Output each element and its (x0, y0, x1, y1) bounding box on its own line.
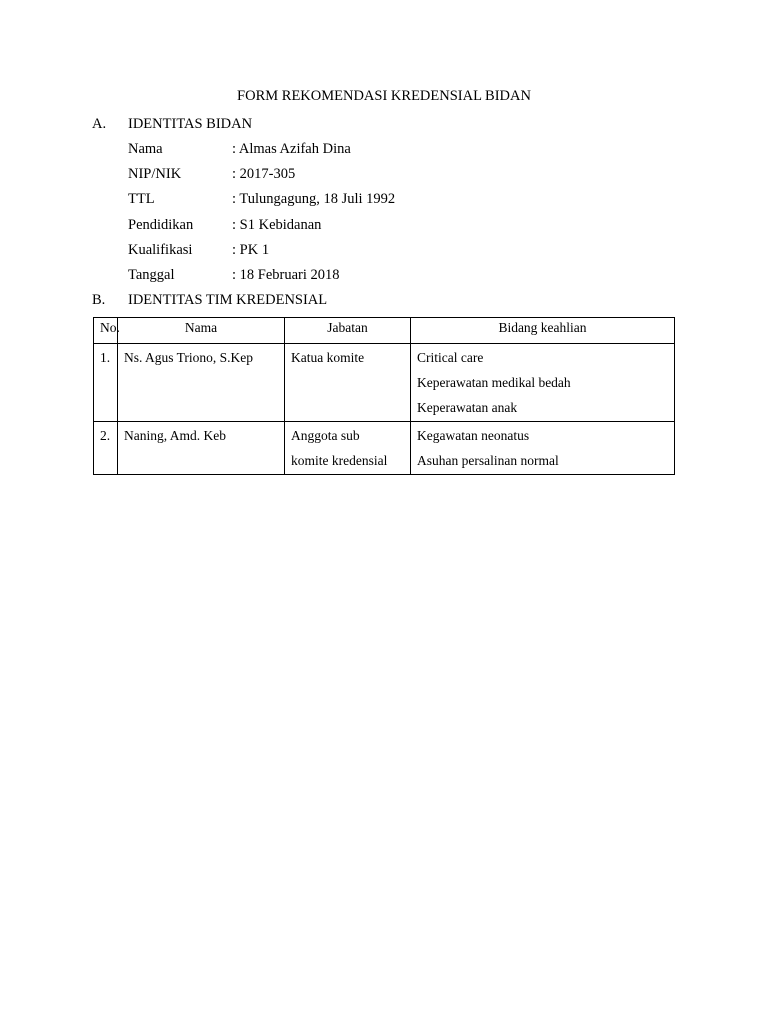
field-label: Tanggal (128, 266, 175, 283)
cell-bidang-keahlian (411, 422, 675, 475)
field-nip-nik (128, 165, 395, 190)
table-row (94, 344, 675, 422)
credential-team-table (93, 317, 675, 475)
cell-nama: Naning, Amd. Keb (118, 422, 285, 475)
section-a-heading (92, 115, 252, 133)
section-a-title: IDENTITAS BIDAN (128, 116, 253, 132)
cell-bidang-keahlian (411, 344, 675, 422)
section-a-letter: A. (92, 116, 107, 132)
bidang-line: Critical care (417, 350, 484, 365)
cell-nama: Ns. Agus Triono, S.Kep (118, 344, 285, 422)
field-label: TTL (128, 191, 155, 208)
section-b-letter: B. (92, 292, 106, 308)
field-label: Pendidikan (128, 216, 194, 233)
section-b-heading (92, 291, 327, 309)
field-nama (128, 140, 395, 165)
bidang-line: Kegawatan neonatus (417, 428, 530, 443)
cell-no: 1. (94, 344, 118, 422)
field-value: : Tulungagung, 18 Juli 1992 (232, 191, 396, 208)
bidang-line: Keperawatan anak (417, 400, 518, 415)
page-title: FORM REKOMENDASI KREDENSIAL BIDAN (237, 88, 531, 104)
header-bidang-keahlian: Bidang keahlian (411, 318, 675, 344)
field-label: Kualifikasi (128, 241, 193, 258)
jabatan-line: Katua komite (291, 350, 365, 365)
field-value: : S1 Kebidanan (232, 216, 322, 233)
field-tanggal (128, 266, 395, 291)
cell-jabatan (285, 344, 411, 422)
field-value: : 18 Februari 2018 (232, 266, 340, 283)
header-jabatan: Jabatan (285, 318, 411, 344)
bidang-line: Keperawatan medikal bedah (417, 375, 571, 390)
field-value: : Almas Azifah Dina (232, 141, 351, 157)
cell-jabatan (285, 422, 411, 475)
field-pendidikan (128, 216, 395, 241)
table-row (94, 422, 675, 475)
table-header-row (94, 318, 675, 344)
field-kualifikasi (128, 241, 395, 266)
section-b-title: IDENTITAS TIM KREDENSIAL (128, 292, 328, 308)
bidang-line: Asuhan persalinan normal (417, 453, 559, 468)
jabatan-line: komite kredensial (291, 453, 388, 468)
header-no: No. (94, 318, 118, 344)
header-nama: Nama (118, 318, 285, 344)
field-value: : 2017-305 (232, 166, 296, 183)
field-ttl (128, 190, 395, 215)
field-label: NIP/NIK (128, 166, 182, 183)
field-value: : PK 1 (232, 241, 270, 258)
cell-no: 2. (94, 422, 118, 475)
field-label: Nama (128, 141, 163, 157)
jabatan-line: Anggota sub (291, 428, 360, 443)
identity-field-list (128, 140, 395, 291)
